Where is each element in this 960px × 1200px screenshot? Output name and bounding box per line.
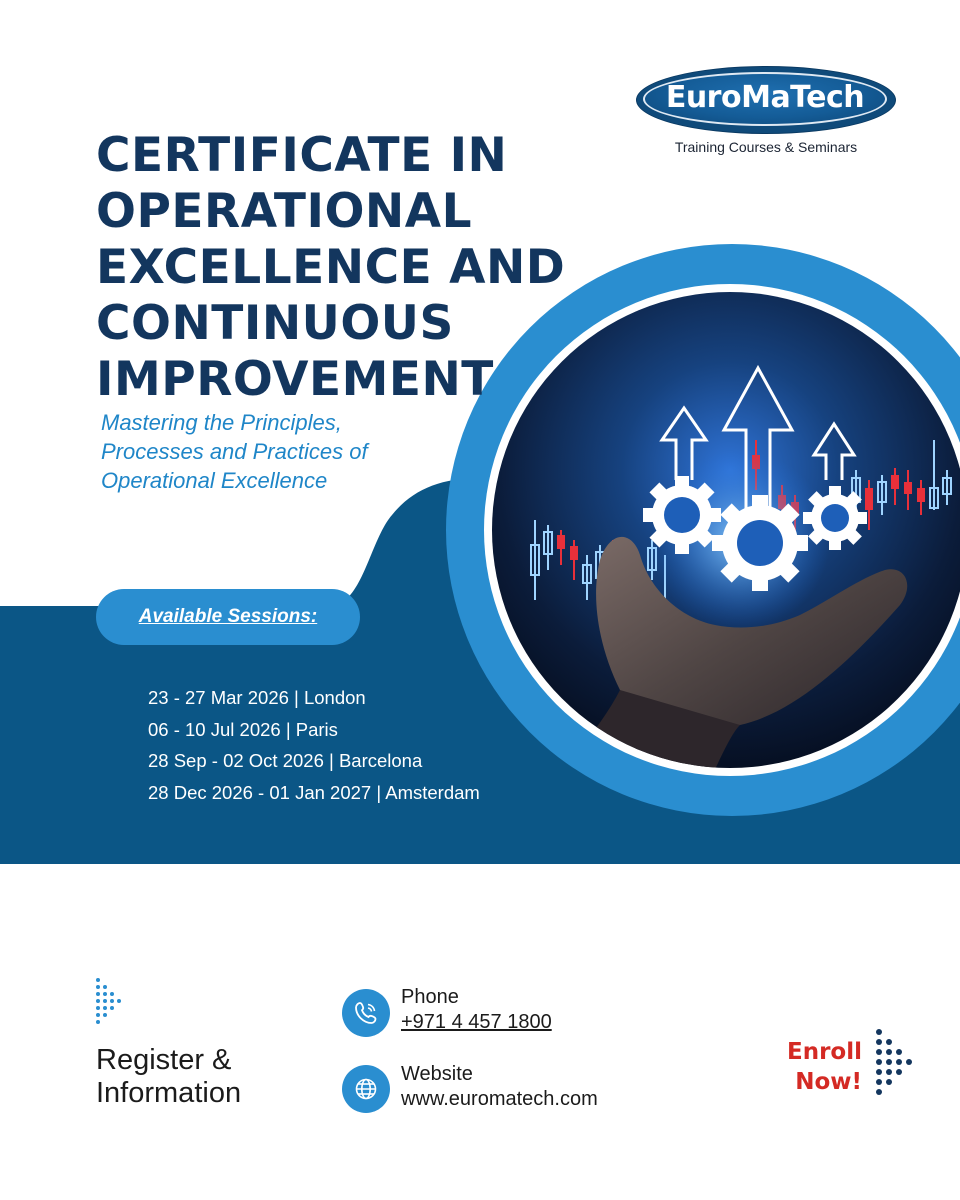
phone-icon bbox=[342, 989, 390, 1037]
website-link[interactable]: www.euromatech.com bbox=[401, 1088, 598, 1110]
subtitle-line: Operational Excellence bbox=[101, 468, 328, 493]
register-line: Information bbox=[96, 1077, 242, 1109]
phone-link[interactable]: +971 4 457 1800 bbox=[401, 1011, 552, 1033]
session-item: 28 Dec 2026 - 01 Jan 2027 | Amsterdam bbox=[148, 781, 480, 803]
register-information-label bbox=[96, 1044, 241, 1110]
enroll-now-button[interactable] bbox=[770, 1037, 862, 1097]
enroll-line: Enroll bbox=[787, 1039, 862, 1065]
title-line: CONTINUOUS bbox=[96, 296, 454, 351]
globe-icon bbox=[342, 1065, 390, 1113]
page-subtitle bbox=[101, 408, 481, 495]
session-list bbox=[148, 682, 480, 808]
enroll-line: Now! bbox=[795, 1069, 862, 1095]
dotted-arrow-icon bbox=[874, 1027, 918, 1099]
title-line: IMPROVEMENT bbox=[96, 352, 494, 407]
brand-logo bbox=[636, 66, 896, 134]
brand-tagline: Training Courses & Seminars bbox=[674, 139, 858, 155]
subtitle-line: Mastering the Principles, bbox=[101, 410, 342, 435]
phone-label: Phone bbox=[401, 986, 459, 1008]
title-line: OPERATIONAL bbox=[96, 184, 473, 239]
session-item: 28 Sep - 02 Oct 2026 | Barcelona bbox=[148, 750, 423, 771]
title-line: EXCELLENCE AND bbox=[96, 240, 566, 295]
session-item: 06 - 10 Jul 2026 | Paris bbox=[148, 718, 338, 740]
session-item: 23 - 27 Mar 2026 | London bbox=[148, 687, 366, 708]
website-label: Website bbox=[401, 1063, 473, 1085]
available-sessions-label: Available Sessions: bbox=[138, 606, 318, 627]
page-title bbox=[96, 128, 616, 408]
available-sessions-pill[interactable] bbox=[96, 589, 360, 645]
brand-name: EuroMaTech bbox=[665, 80, 865, 115]
title-line: CERTIFICATE IN bbox=[96, 128, 508, 183]
register-line: Register & bbox=[96, 1044, 232, 1076]
dotted-arrow-icon bbox=[94, 976, 124, 1024]
subtitle-line: Processes and Practices of bbox=[101, 439, 368, 464]
